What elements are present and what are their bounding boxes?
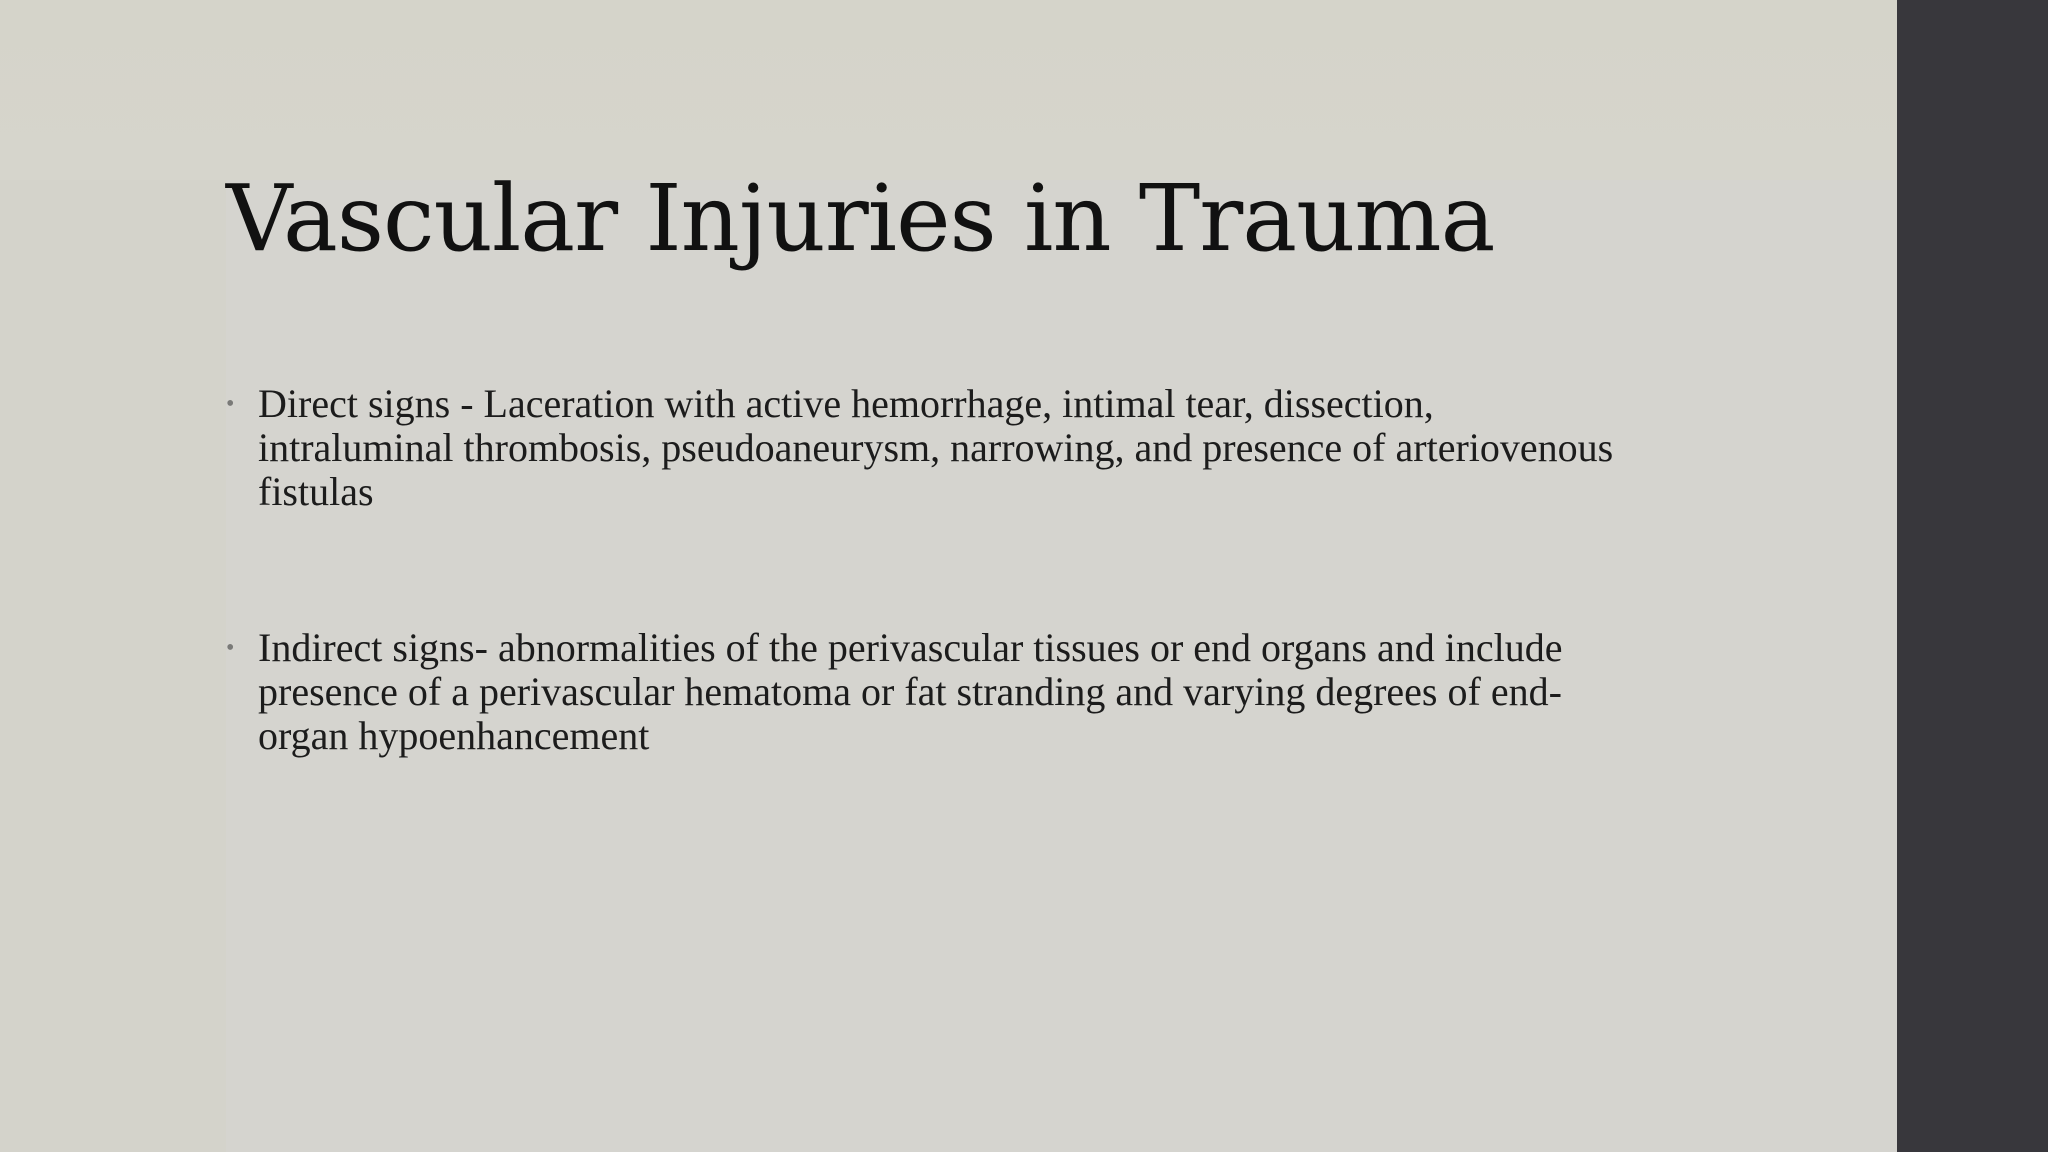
bullet-marker-icon: •	[226, 635, 235, 661]
bullet-item-direct-signs	[226, 382, 1626, 514]
background-top-band	[0, 0, 1897, 180]
slide-title: Vascular Injuries in Trauma	[226, 165, 1495, 272]
bullet-list	[226, 382, 1626, 758]
bullet-text: Direct signs - Laceration with active hemorrhage, intimal tear, dissection, intraluminal thrombosis, pseudoaneurysm, narrowing, and presence of arteriovenous fistulas	[258, 381, 1614, 514]
bullet-marker-icon: •	[226, 391, 235, 417]
bullet-text: Indirect signs- abnormalities of the perivascular tissues or end organs and include presence of a perivascular hematoma or fat stranding and varying degrees of end-organ hypoenhancement	[258, 625, 1563, 758]
right-accent-bar	[1897, 0, 2048, 1152]
bullet-item-indirect-signs	[226, 626, 1626, 758]
